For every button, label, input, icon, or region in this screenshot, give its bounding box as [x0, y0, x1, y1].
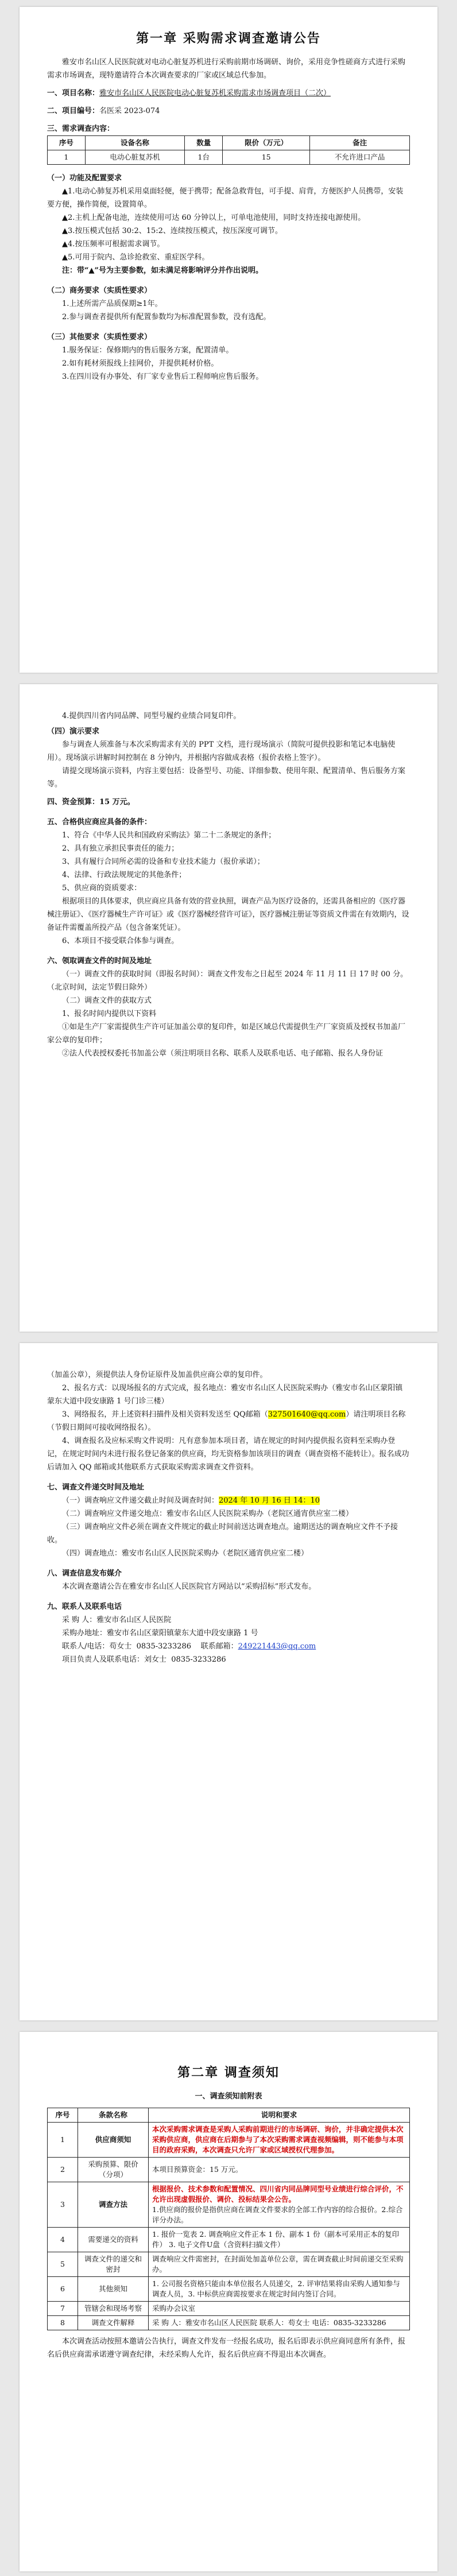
budget-value: 15 万元。 — [99, 798, 135, 806]
requirement-item: ▲2.主机上配备电池，连续使用可达 60 分钟以上，可单电池使用，同时支持连接电源使用。 — [62, 214, 366, 222]
paragraph: 4.提供四川省内同品牌、同型号履约业绩合同复印件。 — [62, 712, 241, 720]
requirement-item: ▲3.按压模式包括 30:2、15:2、连续按压模式，按压深度可调节。 — [62, 227, 282, 235]
paragraph: （四）调查地点：雅安市名山区人民医院采购办（老院区通宵供应室二楼） — [62, 1549, 309, 1558]
intro-paragraph: 雅安市名山区人民医院就对电动心脏复苏机进行采购前期市场调研、询价，采用竞争性磋商方式进行采购需求市场调查，现特邀请符合本次调查要求的厂家或区域总代参加。 — [47, 58, 406, 80]
registration-email[interactable]: 327501640@qq.com — [268, 1410, 346, 1419]
requirement-item: 2.参与调查者提供所有配置参数均为标准配置参数，没有选配。 — [62, 313, 271, 321]
table-row: 4 需要递交的资料 1. 报价一览表 2. 调查响应文件正本 1 份、副本 1 份（副本可采用正本的复印件） 3. 电子文件U盘（含资料扫描文件） — [48, 2228, 410, 2252]
document-page-4 — [20, 2032, 437, 2571]
paragraph: 4、调查报名及应标采购文件说明：凡有意参加本项目者，请在规定的时间内提供报名资料至采购办登记，在规定时间内未进行报名登记备案的供应商，均无资格参加该项目的调查（调查资格不能转让）。报名成功后请加入 QQ 邮箱或其他联系方式获取采购需求调查文件资料。 — [47, 1437, 409, 1472]
document-page-3: （加盖公章），须提供法人身份证原件及加盖供应商公章的复印件。 2、报名方式：以现场报名的方式完成，报名地点：雅安市名山区人民医院采购办（雅安市名山区蒙阳镇蒙东大道中段安康路 1 号门诊三楼） 3、网络报名，并上述资料扫描件及相关资料发送至 QQ邮箱（327501640@qq.com）请注明项目名称（节假日期间可接收网络报名）。 4、调查报名及应标采购文件说明：凡有意参加本项目者，请在规定的时间内提供报名资料至采购办登记，在规定时间内未进行报名登记备案的供应商，均无资格参加该项目的调查（调查资格不能转让）。报名成功后请加入 QQ 邮箱或其他联系方式获取采购需求调查文件资料。 七、调查文件递交时间及地址 （一）调查响应文件递交截止时间及调查时间：2024 年 10 月 16 日 14：10 （二）调查响应文件递交地点：雅安市名山区人民医院采购办（老院区通宵供应室二楼） （三）调查响应文件必须在调查文件规定的截止时间前送达调查地点。逾期送达的调查响应文件不予接收。 （四）调查地点：雅安市名山区人民医院采购办（老院区通宵供应室二楼） 八、调查信息发布媒介 本次调查邀请公告在雅安市名山区人民医院官方网站以“采购招标”形式发布。 九、联系人及联系电话 采 购 人：雅安市名山区人民医院 采购办地址：雅安市名山区蒙阳镇蒙东大道中段安康路 1 号 联系人/电话：苟女士 0835-3233286 联系邮箱：249221443@qq.com 项目负责人及联系电话：刘女士 0835-3233286 — [20, 1343, 437, 2020]
requirement-item: 1.上述所需产品质保期≥1年。 — [62, 300, 162, 308]
paragraph: 参与调查人须准备与本次采购需求有关的 PPT 文档，进行现场演示（简院可提供投影和笔记本电脑使用）。现场演示讲解时间控制在 8 分钟内，并根据内容做成表格（报价表格上签字）。 — [47, 740, 396, 762]
table-header: 序号 — [48, 2108, 78, 2123]
section-heading: 八、调查信息发布媒介 — [47, 1569, 122, 1578]
deadline-time: 2024 年 10 月 16 日 14：10 — [219, 1496, 320, 1505]
requirement-heading: （三）其他要求（实质性要求） — [47, 333, 152, 342]
table-header: 条款名称 — [78, 2108, 149, 2123]
table-row: 7 管辖会和现场考察 采购办会议室 — [48, 2302, 410, 2316]
document-page-2 — [20, 684, 437, 1332]
table-row: 5 调查文件的递交和密封 调查响应文件需密封，在封面处加盖单位公章，需在调查截止时间前递交至采购办。 — [48, 2252, 410, 2277]
contact-address: 采购办地址：雅安市名山区蒙阳镇蒙东大道中段安康路 1 号 — [62, 1629, 258, 1638]
table-row: 3 调查方法 根据报价、技术参数和配置情况、四川省内同品牌同型号业绩进行综合评价，不允许出现虚假报价、调价、投标结果会公告。 1.供应商的报价是指供应商在调查文件要求的全部工作内容的综合报价。2.综合评分办法。 — [48, 2182, 410, 2228]
table-caption: 一、调查须知前附表 — [195, 2092, 262, 2101]
project-no-value: 名医采 2023-074 — [99, 107, 160, 115]
paragraph: 4、法律、行政法规规定的其他条件； — [62, 871, 187, 879]
paragraph: （三）调查响应文件必须在调查文件规定的截止时间前送达调查地点。逾期送达的调查响应文件不予接收。 — [47, 1523, 398, 1545]
table-header: 说明和要求 — [149, 2108, 410, 2123]
section-heading: 五、合格供应商应具备的条件： — [47, 818, 152, 827]
table-header: 备注 — [310, 136, 410, 150]
paragraph: （二）调查文件的获取方式 — [62, 996, 152, 1005]
requirement-item: ▲4.按压频率可根据需求调节。 — [62, 240, 165, 249]
table-row: 8 调查文件解释 采 购 人：雅安市名山区人民医院 联系人：苟女士 电话：0835-3233286 — [48, 2316, 410, 2330]
footer-paragraph: 本次调查活动按照本邀请公告执行，调查文件发布一经报名成功，报名后即表示供应商同意所有条件，报名后供应商需承诺遵守调查纪律，未经采购人允许，报名后供应商不得退出本次调查。 — [47, 2337, 406, 2359]
paragraph: （一）调查文件的获取时间（即报名时间）：调查文件发布之日起至 2024 年 11 月 11 日 17 时 00 分。（北京时间，法定节假日除外） — [47, 970, 408, 992]
instructions-table — [47, 2108, 410, 2330]
chapter-title: 第一章 采购需求调查邀请公告 — [136, 32, 321, 46]
requirement-item: 1.服务保证：保修期内的售后服务方案，配置清单。 — [62, 346, 234, 355]
table-row: 1 电动心脏复苏机 1台 15 不允许进口产品 — [48, 150, 410, 165]
paragraph: 6、本项目不接受联合体参与调查。 — [62, 937, 179, 945]
paragraph: 根据项目的具体要求，供应商应具备有效的营业执照，调查产品为医疗设备的，还需具备相应的《医疗器械注册证》、《医疗器械生产许可证》或《医疗器械经营许可证》，医疗器械注册证等资质文件需在有效期内，设备证件需覆盖所投产品（包含备案凭证）。 — [47, 897, 409, 932]
table-row: 2 采购预算、限价（分项） 本项目预算资金：15 万元。 — [48, 2158, 410, 2182]
contact-phone: 0835-3233286 — [136, 1642, 192, 1651]
requirement-item: ▲1.电动心肺复苏机采用桌面轻便，便于携带；配备急救背包，可手提、肩背，方便医护人员携带，安装要方便，操作简便，设置简单。 — [47, 187, 404, 209]
paragraph: 5、供应商的资质要求： — [62, 884, 142, 893]
paragraph: 请提交现场演示资料，内容主要包括：设备型号、功能、详细参数、使用年限、配置清单、售后服务方案等。 — [47, 767, 406, 789]
table-header: 序号 — [48, 136, 86, 150]
chapter-title: 第二章 调查须知 — [177, 2066, 280, 2080]
table-header: 设备名称 — [85, 136, 185, 150]
requirement-heading: （一）功能及配置要求 — [47, 174, 122, 183]
paragraph: 2、具有独立承担民事责任的能力； — [62, 844, 179, 853]
section-heading: 六、领取调查文件的时间及地址 — [47, 957, 152, 965]
paragraph: 1、报名时间内提供以下资料 — [62, 1010, 157, 1018]
table-row: 1 供应商须知 本次采购需求调查是采购人采购前期进行的市场调研、询价，并非确定提供本次采购供应商，供应商在后期参与了本次采购需求调查视频编辑，则不能参与本项目的政府采购，本次调查只允许厂家或区域授权代理参加。 — [48, 2123, 410, 2158]
paragraph: ①如是生产厂家需提供生产许可证加盖公章的复印件，如是区域总代需提供生产厂家资质及授权书加盖厂家公章的复印件； — [47, 1023, 406, 1045]
table-row: 6 其他须知 1. 公司报名资格只能由本单位报名人员递交，2. 评审结果将由采购人通知参与调查人员，3. 中标供应商需按要求在规定时间内签订合同。 — [48, 2277, 410, 2302]
paragraph: （加盖公章），须提供法人身份证原件及加盖供应商公章的复印件。 — [47, 1371, 268, 1379]
equipment-table — [47, 135, 410, 165]
contact-purchaser: 采 购 人：雅安市名山区人民医院 — [62, 1616, 172, 1624]
requirement-item: 3.在四川设有办事处、有厂家专业售后工程师响应售后服务。 — [62, 373, 264, 381]
survey-content-heading: 三、需求调查内容： — [47, 125, 115, 133]
paragraph: 本次调查邀请公告在雅安市名山区人民医院官方网站以“采购招标”形式发布。 — [62, 1582, 316, 1591]
budget-label: 四、资金预算： — [47, 798, 100, 806]
project-name-value: 雅安市名山区人民医院电动心脏复苏机采购需求市场调查项目（二次） — [99, 89, 331, 98]
table-header: 数量 — [185, 136, 223, 150]
section-heading: 七、调查文件递交时间及地址 — [47, 1483, 145, 1492]
table-header: 限价（万元） — [223, 136, 310, 150]
project-no-label: 二、项目编号： — [47, 107, 100, 115]
requirement-item: ▲5.可用于院内、急诊抢救室、重症医学科。 — [62, 253, 210, 262]
paragraph: 2、报名方式：以现场报名的方式完成，报名地点：雅安市名山区人民医院采购办（雅安市名山区蒙阳镇蒙东大道中段安康路 1 号门诊三楼） — [47, 1384, 403, 1406]
section-heading: （四）演示要求 — [47, 727, 100, 736]
paragraph: 1、符合《中华人民共和国政府采购法》第二十二条规定的条件； — [62, 831, 276, 840]
contact-email-link[interactable]: 249221443@qq.com — [238, 1642, 316, 1651]
project-name-label: 一、项目名称： — [47, 89, 100, 98]
document-page-1 — [20, 7, 437, 673]
paragraph: （二）调查响应文件递交地点：雅安市名山区人民医院采购办（老院区通宵供应室二楼） — [62, 1510, 354, 1518]
requirement-note: 注：带“▲”号为主要参数，如未满足将影响评分并作出说明。 — [62, 266, 263, 275]
section-heading: 九、联系人及联系电话 — [47, 1603, 122, 1611]
requirement-heading: （二）商务要求（实质性要求） — [47, 286, 152, 295]
manager-phone: 0835-3233286 — [171, 1655, 226, 1664]
paragraph: 3、具有履行合同所必需的设备和专业技术能力（报价承诺）； — [62, 858, 265, 866]
paragraph: ②法人代表授权委托书加盖公章（须注明项目名称、联系人及联系电话、电子邮箱、报名人身份证 — [62, 1049, 384, 1058]
requirement-item: 2.如有耗材须报线上挂网价，并提供耗材价格。 — [62, 359, 219, 368]
